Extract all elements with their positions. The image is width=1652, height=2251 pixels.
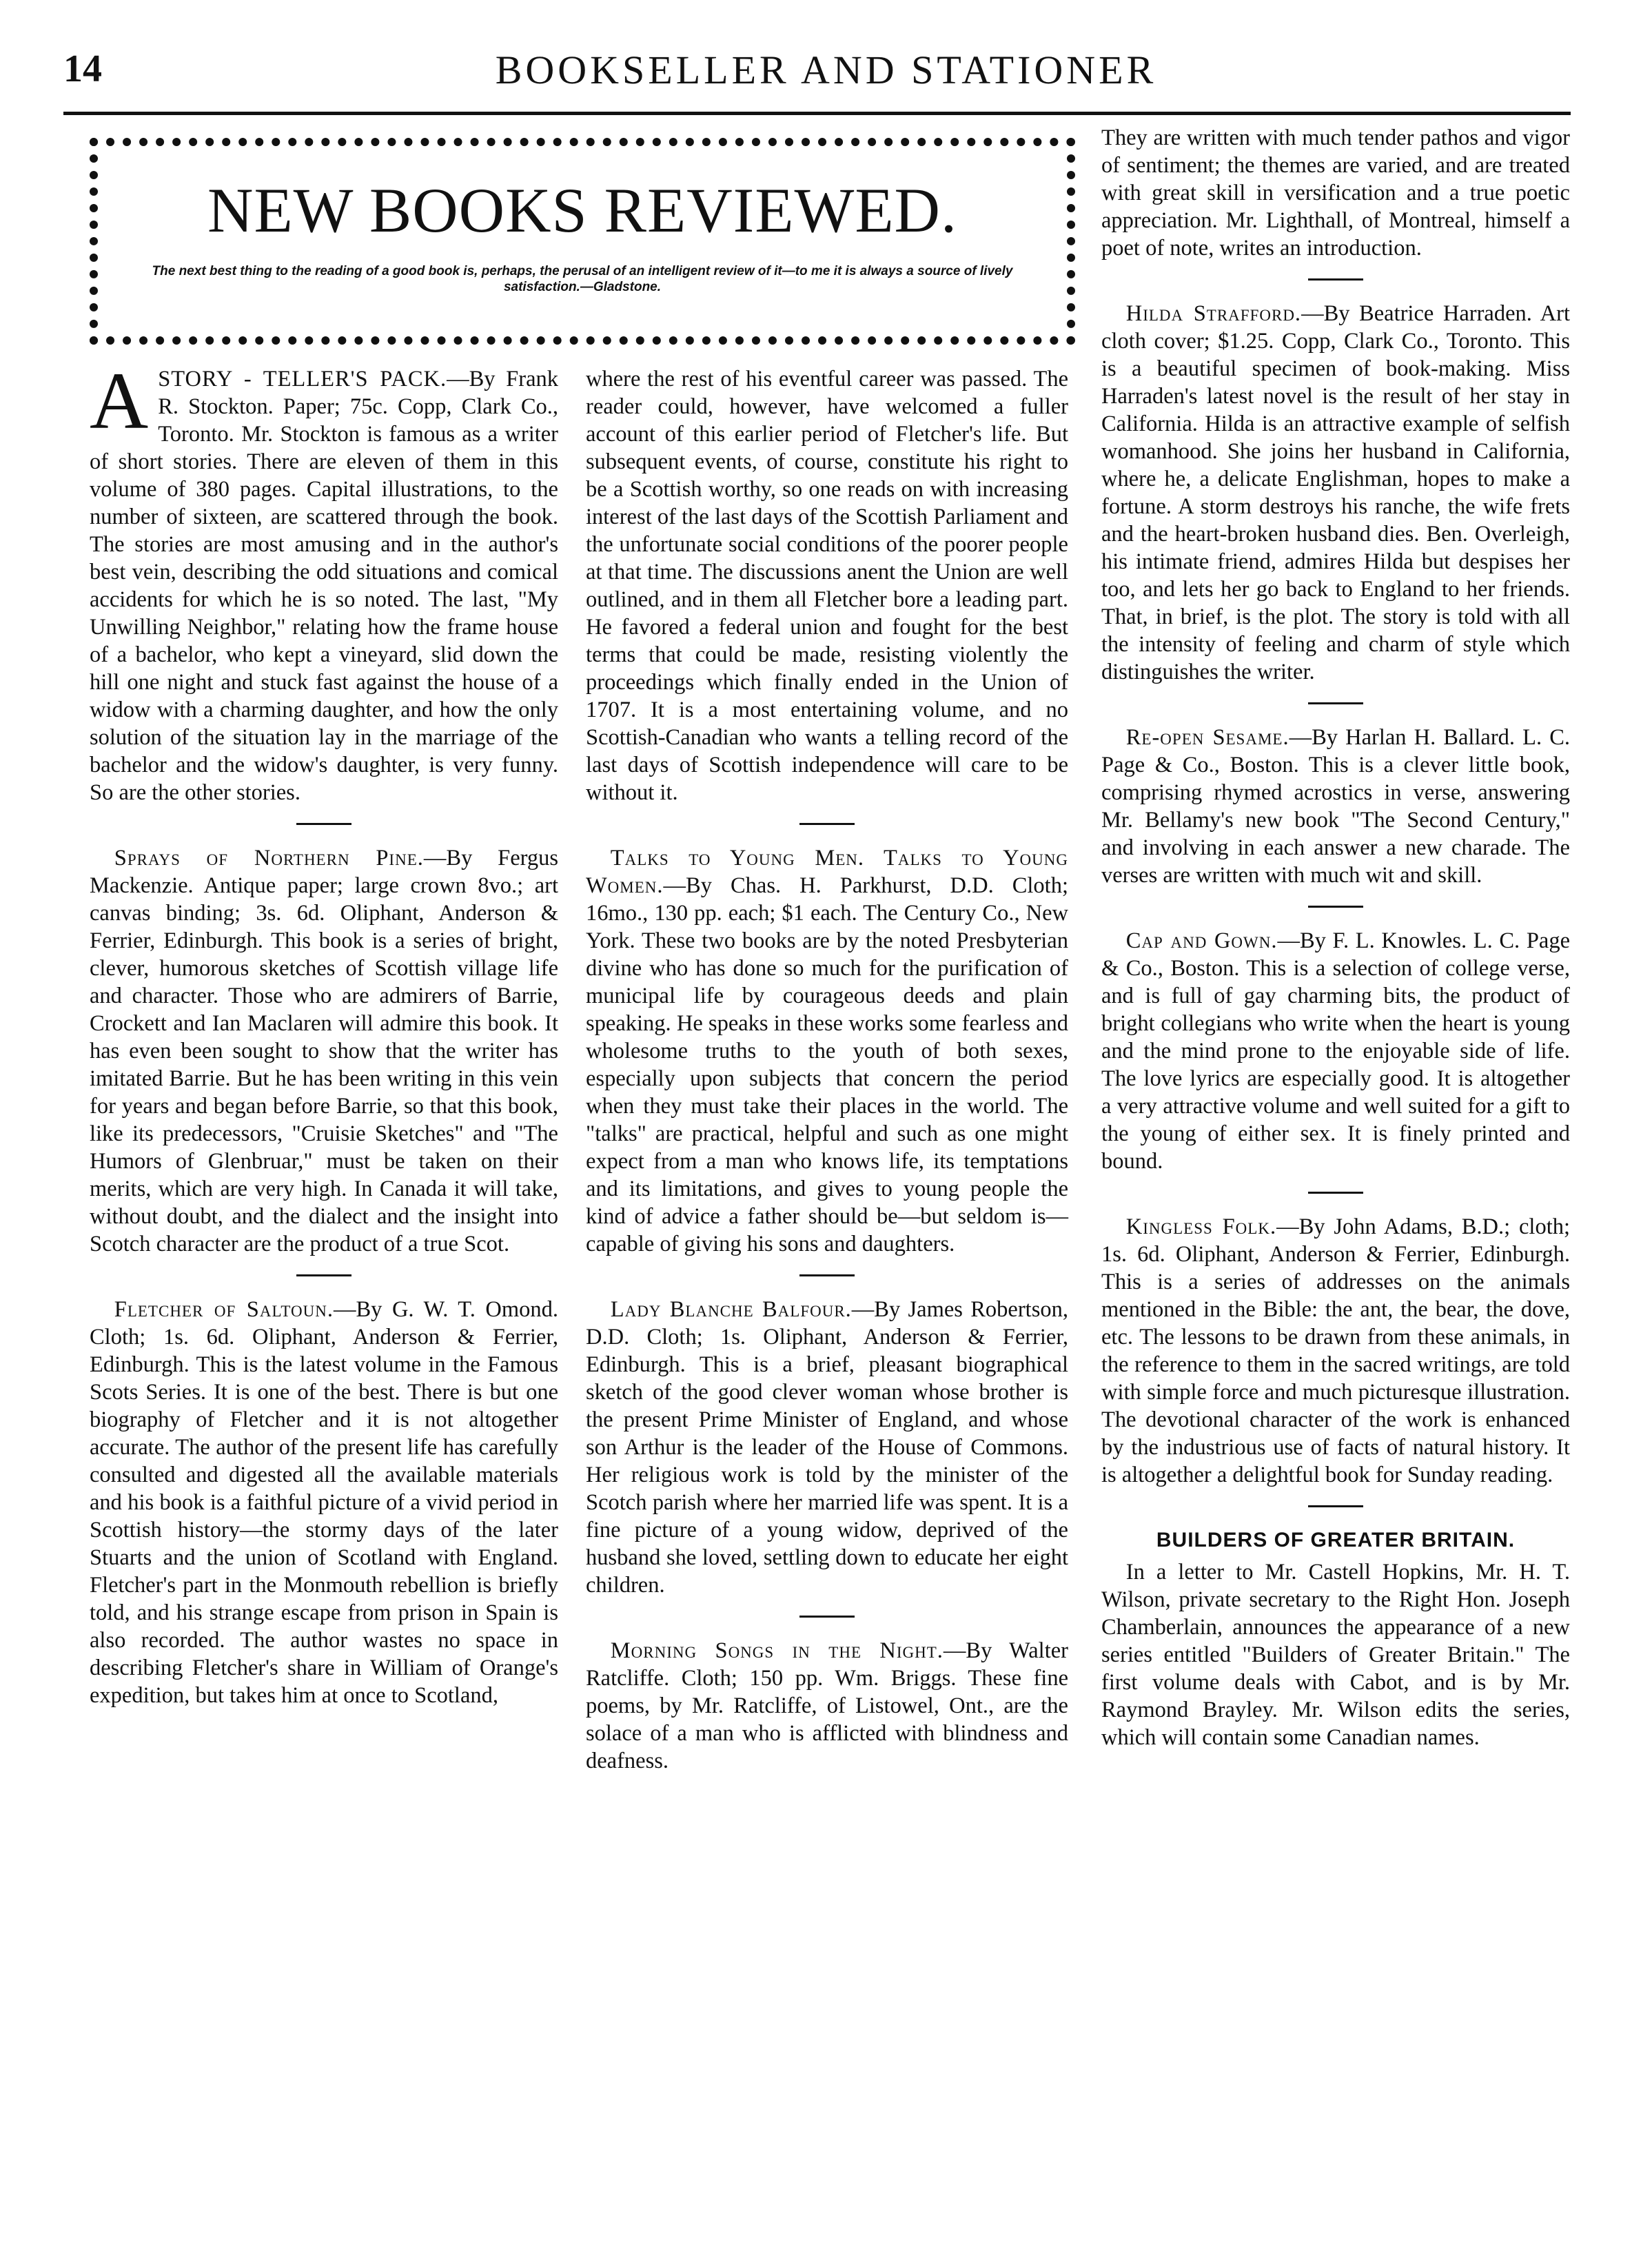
review-body: —By John Adams, B.D.; cloth; 1s. 6d. Oliphant, Anderson & Ferrier, Edinburgh. This is a series of addresses on the animals mentioned in the Bible: the ant, the bear, the dove, etc. The lessons to be drawn from these animals, in the reference to them in the sacred writings, are told with simple force and much picturesque illustration. The devotional character of the work is enhanced by the industrious use of facts of natural history. It is altogether a delightful book for Sunday reading. — [1101, 1214, 1571, 1487]
review-entry — [1101, 300, 1570, 686]
review-title: Talks to Young Men. Talks to Young Women. — [586, 846, 1068, 898]
separator-rule — [1308, 278, 1363, 281]
review-title: Morning Songs in the Night. — [610, 1638, 944, 1663]
review-title: Cap and Gown. — [1125, 928, 1278, 953]
separator-rule — [1308, 702, 1363, 704]
review-title: STORY - TELLER'S PACK. — [158, 367, 447, 391]
review-continuation — [1101, 124, 1570, 262]
column-3 — [1101, 124, 1570, 1751]
section-epigraph: The next best thing to the reading of a good book is, perhaps, the perusal of an intelligent review of it—to me it is always a source of lively satisfaction.—Gladstone. — [152, 264, 1013, 294]
drop-cap: A — [90, 356, 149, 446]
article-heading: BUILDERS OF GREATER BRITAIN. — [1156, 1529, 1516, 1551]
review-entry — [90, 1296, 558, 1709]
review-title: Re-open Sesame. — [1125, 725, 1289, 750]
review-body: They are written with much tender pathos and vigor of sentiment; the themes are varied, and are treated with great skill in versification and a true poetic appreciation. Mr. Lighthall, of Montreal, himself a poet of note, writes an introduction. — [1101, 125, 1570, 261]
separator-rule — [296, 1274, 351, 1276]
separator-rule — [799, 1616, 855, 1618]
review-title: Hilda Strafford. — [1125, 301, 1302, 326]
review-body: —By G. W. T. Omond. Cloth; 1s. 6d. Oliphant, Anderson & Ferrier, Edinburgh. This is the latest volume in the Famous Scots Series. It is one of the best. There is but one biography of Fletcher and it is not altogether accurate. The author of the present life has carefully consulted and digested all the available materials and his book is a faithful picture of a vivid period in Scottish history—the stormy days of the later Stuarts and the union of Scotland with England. Fletcher's part in the Monmouth rebellion is briefly told, and his strange escape from prison in Spain is also recorded. The author wastes no space in describing Fletcher's share in William of Orange's expedition, but takes him at once to Scotland, — [90, 1297, 558, 1708]
review-body: where the rest of his eventful career was passed. The reader could, however, have welcomed a fuller account of this earlier period of Fletcher's life. But subsequent events, of course, constitute his right to be a Scottish worthy, so one reads on with increasing interest of the last days of the Scottish Parliament and the unfortunate social conditions of the poorer people at that time. The discussions anent the Union are well outlined, and in them all Fletcher bore a leading part. He favored a federal union and fought for the best terms that could be made, resisting violently the proceedings which finally ended in the Union of 1707. It is a most entertaining volume, and no Scottish-Canadian who wants a telling record of the last days of Scottish independence will care to be without it. — [586, 367, 1068, 805]
review-body: —By Beatrice Harraden. Art cloth cover; $1.25. Copp, Clark Co., Toronto. This is a beautiful specimen of book-making. Miss Harraden's latest novel is the result of her stay in California. Hilda is an attractive example of selfish womanhood. She joins her husband in California, where he, a delicate Englishman, hopes to make a fortune. A storm destroys his ranche, the wife frets and the heart-broken husband dies. Ben. Overleigh, his intimate friend, admires Hilda but despises her too, and lets her go back to England to her friends. That, in brief, is the plot. The story is told with all the intensity of feeling and charm of style which distinguishes the writer. — [1101, 301, 1570, 684]
review-entry — [90, 844, 558, 1258]
review-entry — [90, 356, 558, 806]
review-continuation — [586, 365, 1068, 806]
review-body: —By Frank R. Stockton. Paper; 75c. Copp, Clark Co., Toronto. Mr. Stockton is famous as a writer of short stories. There are eleven of them in this volume of 380 pages. Capital illustrations, to the number of sixteen, are scattered through the book. The stories are most amusing and in the author's best vein, describing the odd situations and comical accidents for which he is so noted. The last, "My Unwilling Neighbor," relating how the frame house of a bachelor, who kept a vineyard, slid down the hill one night and stuck fast against the house of a widow with a charming daughter, and how the only solution of the situation lay in the marriage of the bachelor and the widow's daughter, is very funny. So are the other stories. — [90, 367, 558, 805]
separator-rule — [1308, 906, 1363, 908]
separator-rule — [296, 823, 351, 825]
review-body: —By Chas. H. Parkhurst, D.D. Cloth; 16mo., 130 pp. each; $1 each. The Century Co., New York. These two books are by the noted Presbyterian divine who has done so much for the purification of municipal life by courageous deeds and plain speaking. He speaks in these works some fearless and wholesome truths to the youth of both sexes, especially upon subjects that concern the period when they must take their places in the world. The "talks" are practical, helpful and such as one might expect from a man who knows life, its temptations and its limitations, and gives to young people the kind of advice a father should be—but seldom is—capable of giving his sons and daughters. — [586, 873, 1068, 1256]
column-2 — [586, 365, 1068, 1791]
review-entry — [1101, 927, 1570, 1175]
review-body: —By Walter Ratcliffe. Cloth; 150 pp. Wm. Briggs. These fine poems, by Mr. Ratcliffe, of Listowel, Ont., are the solace of a man who is afflicted with blindness and deafness. — [586, 1638, 1068, 1773]
review-entry — [1101, 1213, 1570, 1489]
separator-rule — [799, 1274, 855, 1276]
article-body: In a letter to Mr. Castell Hopkins, Mr. H. T. Wilson, private secretary to the Right Hon. Joseph Chamberlain, announces the appearance of a new series entitled "Builders of Greater Britain." The first volume deals with Cabot, and is by Mr. Raymond Brayley. Mr. Wilson edits the series, which will contain some Canadian names. — [1101, 1560, 1570, 1750]
review-title: Sprays of Northern Pine. — [114, 846, 424, 870]
review-title: Fletcher of Saltoun. — [114, 1297, 334, 1322]
review-entry — [586, 1637, 1068, 1775]
separator-rule — [799, 823, 855, 825]
review-body: —By James Robertson, D.D. Cloth; 1s. Oliphant, Anderson & Ferrier, Edinburgh. This is a brief, pleasant biographical sketch of the good clever woman whose brother is the present Prime Minister of England, and whose son Arthur is the leader of the House of Commons. Her religious work is told by the minister of the Scotch parish where her married life was spent. It is a fine picture of a young widow, deprived of the husband she loved, settling down to educate her eight children. — [586, 1297, 1068, 1598]
review-entry — [1101, 724, 1570, 889]
review-entry — [586, 844, 1068, 1258]
page-number: 14 — [63, 48, 102, 90]
section-title: NEW BOOKS REVIEWED. — [207, 175, 957, 245]
review-body: —By Harlan H. Ballard. L. C. Page & Co., Boston. This is a clever little book, comprising rhymed acrostics in verse, answering Mr. Bellamy's new book "The Second Century," and involving in each answer a new charade. The verses are written with much wit and skill. — [1101, 725, 1570, 888]
section-banner — [90, 138, 1075, 345]
separator-rule — [1308, 1192, 1363, 1194]
review-title: Kingless Folk. — [1125, 1214, 1277, 1239]
review-body: —By Fergus Mackenzie. Antique paper; large crown 8vo.; art canvas binding; 3s. 6d. Oliphant, Anderson & Ferrier, Edinburgh. This book is a series of bright, clever, humorous sketches of Scottish village life and character. Those who are admirers of Barrie, Crockett and Ian Maclaren will admire this book. It has even been sought to show that the writer has imitated Barrie. But he has been writing in this vein for years and began before Barrie, so that this book, like its predecessors, "Cruisie Sketches" and "The Humors of Glenbruar," must be taken on their merits, which are very high. In Canada it will take, without doubt, and the dialect and the insight into Scotch character are the product of a true Scot. — [90, 846, 559, 1256]
review-title: Lady Blanche Balfour. — [610, 1297, 852, 1322]
column-1 — [90, 356, 559, 1726]
review-entry — [586, 1296, 1068, 1599]
review-body: —By F. L. Knowles. L. C. Page & Co., Boston. This is a selection of college verse, and is full of gay charming bits, the product of bright collegians who write when the heart is young and the mind prone to the enjoyable side of life. The love lyrics are especially good. It is altogether a very attractive volume and well suited for a gift to the young of either sex. It is finely printed and bound. — [1101, 928, 1570, 1174]
header-rule — [63, 112, 1571, 115]
separator-rule — [1308, 1505, 1363, 1507]
running-title: BOOKSELLER AND STATIONER — [495, 48, 1157, 92]
